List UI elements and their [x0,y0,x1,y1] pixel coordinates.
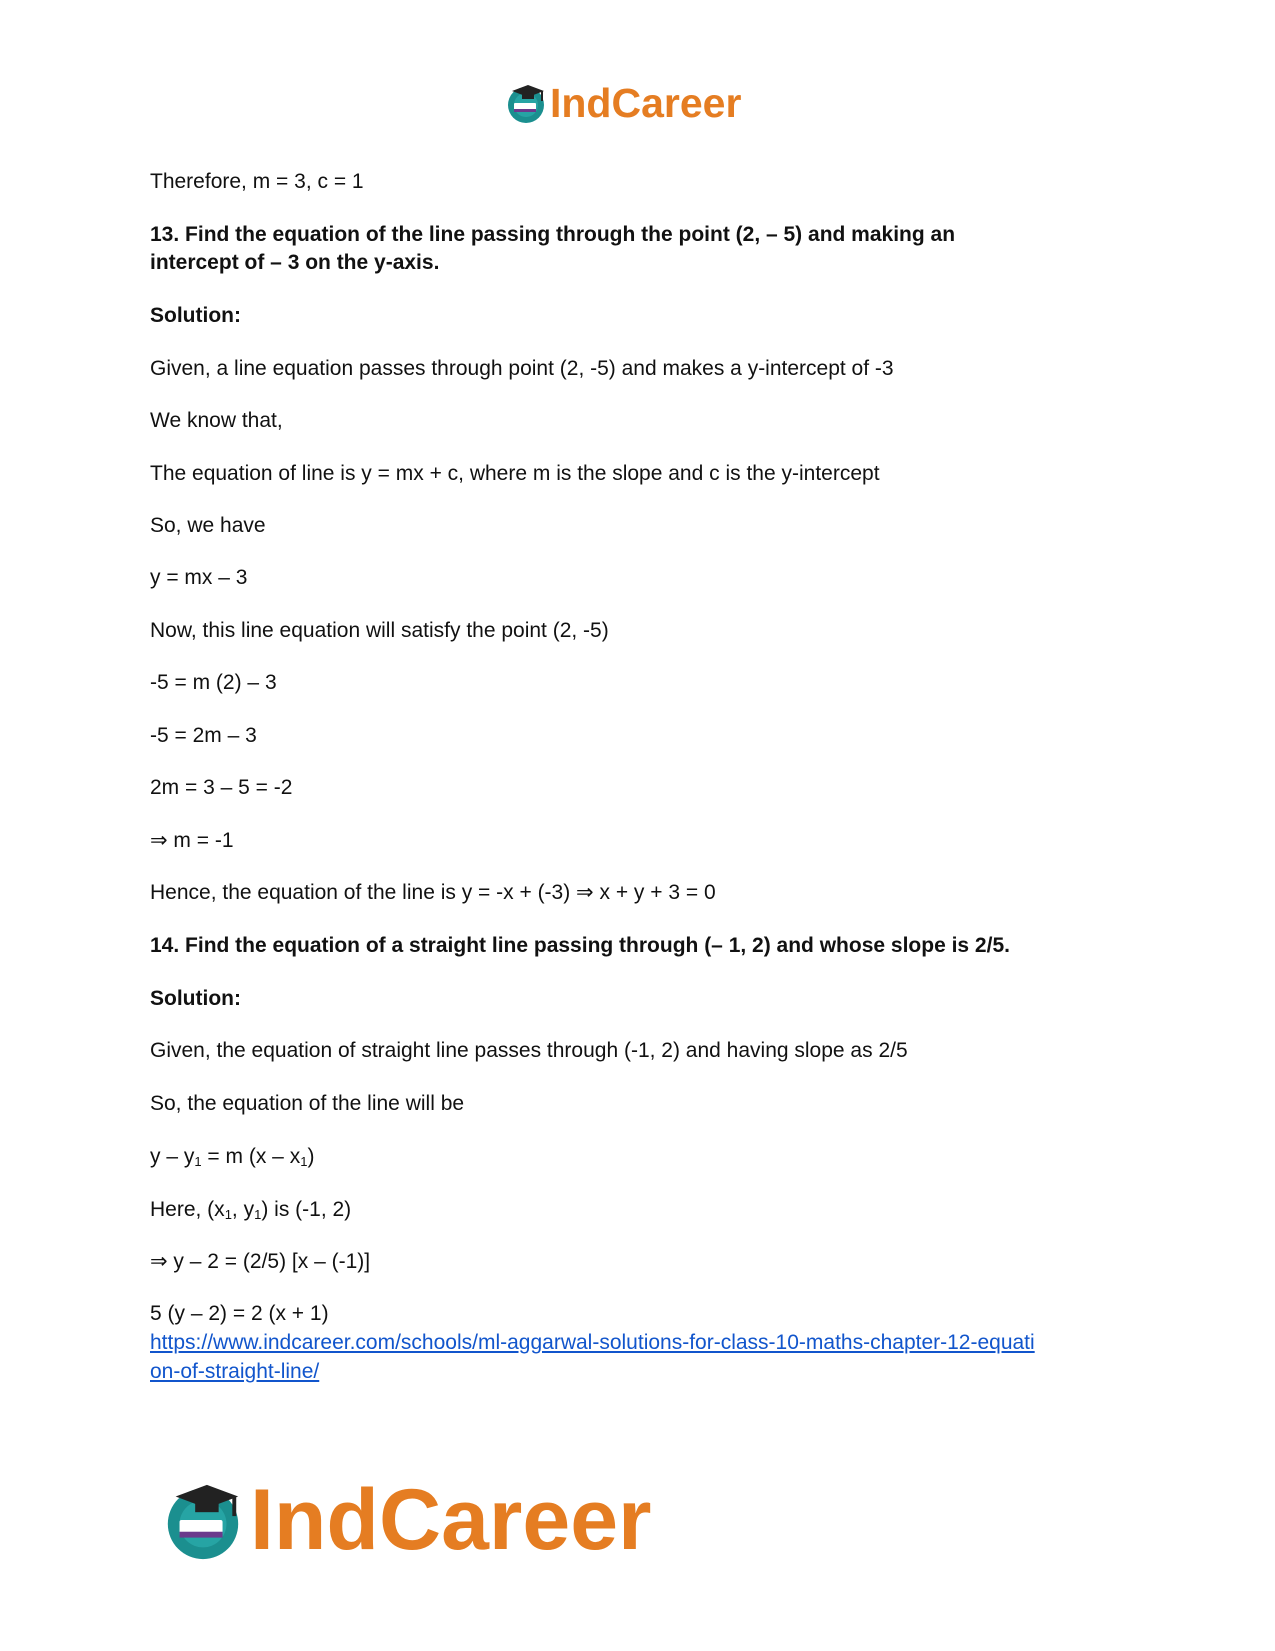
text-line: Given, a line equation passes through point (2, -5) and makes a y-intercept of -3 [150,357,894,380]
subscript: 1 [254,1207,262,1222]
equation-part: ) [307,1145,315,1168]
equation-part: y – y [150,1145,195,1168]
equation-part: = m (x – x [201,1145,301,1168]
source-link-line-2[interactable]: on-of-straight-line/ [150,1360,320,1383]
graduation-globe-icon [504,81,548,125]
text-line: 5 (y – 2) = 2 (x + 1) [150,1302,329,1325]
text-line: Hence, the equation of the line is y = -x + (-3) ⇒ x + y + 3 = 0 [150,881,716,904]
equation-line [150,1143,314,1171]
equation-part: , y [231,1198,255,1221]
header-logo [504,78,741,128]
footer-logo [160,1470,652,1570]
question-13-line-1: 13. Find the equation of the line passing through the point (2, – 5) and making an [150,223,956,246]
source-link-line-1[interactable]: https://www.indcareer.com/schools/ml-aggarwal-solutions-for-class-10-maths-chapter-12-equati [150,1331,1035,1354]
text-line: Now, this line equation will satisfy the point (2, -5) [150,619,609,642]
text-line: So, we have [150,514,266,537]
subscript: 1 [224,1207,232,1222]
text-line: Given, the equation of straight line passes through (-1, 2) and having slope as 2/5 [150,1039,908,1062]
text-line: -5 = 2m – 3 [150,724,257,747]
question-14: 14. Find the equation of a straight line passing through (– 1, 2) and whose slope is 2/5. [150,934,1010,957]
solution-heading: Solution: [150,304,241,327]
text-line: So, the equation of the line will be [150,1092,465,1115]
text-line: We know that, [150,409,283,432]
subscript: 1 [194,1154,202,1169]
text-line: ⇒ m = -1 [150,829,234,852]
solution-heading: Solution: [150,987,241,1010]
text-line: The equation of line is y = mx + c, where m is the slope and c is the y-intercept [150,462,880,485]
brand-name: IndCareer [250,1472,652,1568]
graduation-globe-icon [160,1477,246,1563]
equation-line [150,1196,351,1224]
text-line: Therefore, m = 3, c = 1 [150,170,364,193]
text-line: y = mx – 3 [150,566,248,589]
subscript: 1 [300,1154,308,1169]
question-13-line-2: intercept of – 3 on the y-axis. [150,251,440,274]
text-line: ⇒ y – 2 = (2/5) [x – (-1)] [150,1250,371,1273]
text-line: -5 = m (2) – 3 [150,671,277,694]
equation-part: ) is (-1, 2) [261,1198,352,1221]
equation-part: Here, (x [150,1198,225,1221]
text-line: 2m = 3 – 5 = -2 [150,776,293,799]
brand-name: IndCareer [550,79,742,126]
